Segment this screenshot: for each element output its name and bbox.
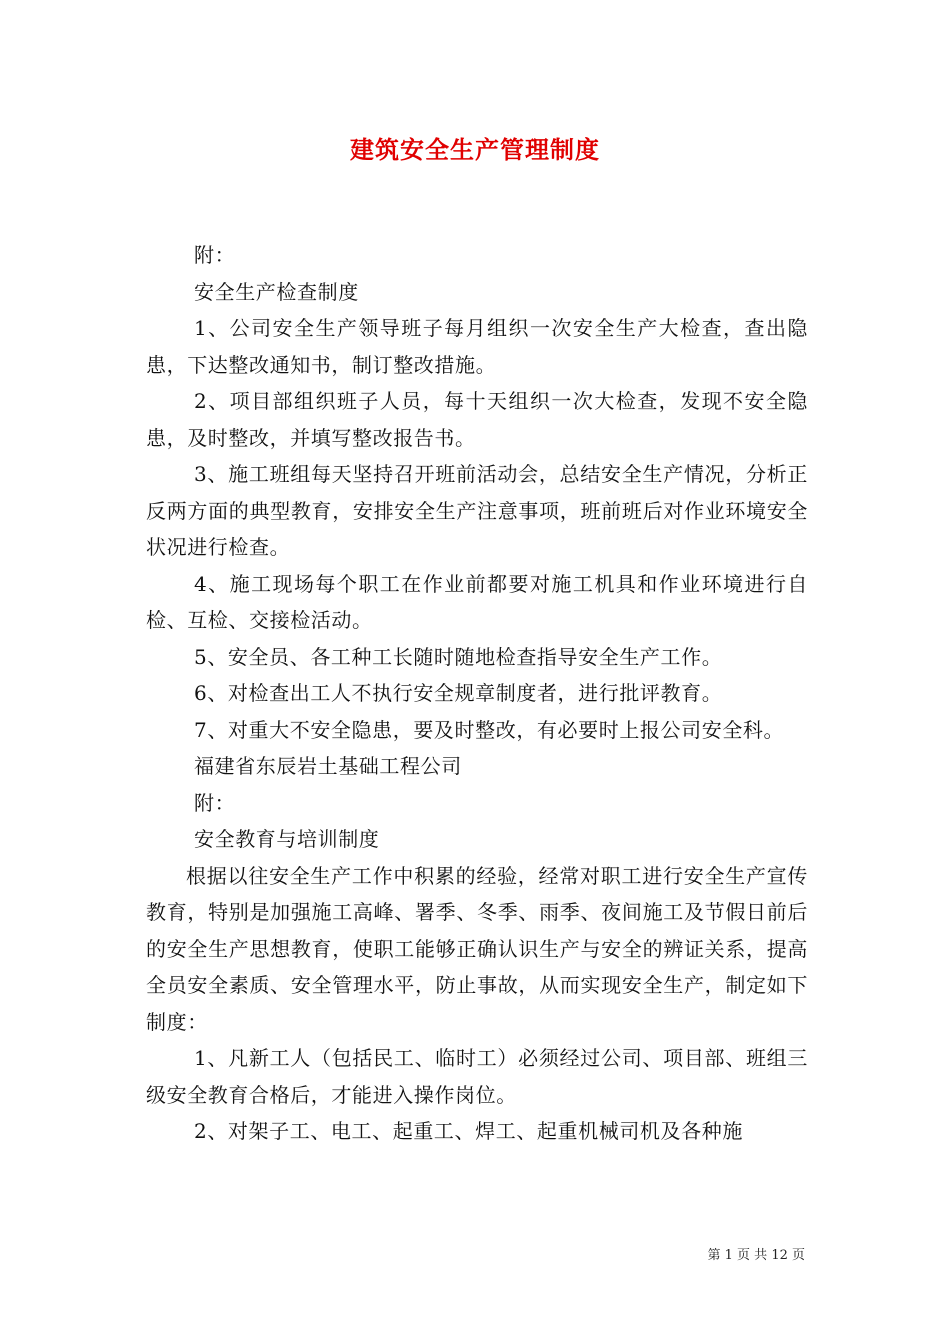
- section-heading-training: 安全教育与培训制度: [194, 827, 380, 851]
- paragraph-item: 4、施工现场每个职工在作业前都要对施工机具和作业环境进行自检、互检、交接检活动。: [146, 571, 808, 632]
- paragraph-item: 5、安全员、各工种工长随时随地检查指导安全生产工作。: [194, 644, 723, 669]
- company-name: 福建省东辰岩土基础工程公司: [194, 754, 462, 778]
- paragraph-intro: 根据以往安全生产工作中积累的经验，经常对职工进行安全生产宣传教育，特别是加强施工高峰、署季、冬季、雨季、夜间施工及节假日前后的安全生产思想教育，使职工能够正确认识生产与安全的辨证关系，提高全员安全素质、安全管理水平，防止事故，从而实现安全生产，制定如下制度：: [146, 863, 808, 1034]
- paragraph-attachment-label: 附：: [194, 790, 236, 815]
- paragraph-item: 3、施工班组每天坚持召开班前活动会，总结安全生产情况，分析正反两方面的典型教育，安排安全生产注意事项，班前班后对作业环境安全状况进行检查。: [146, 462, 808, 559]
- document-title: 建筑安全生产管理制度: [350, 135, 600, 164]
- paragraph-item: 1、公司安全生产领导班子每月组织一次安全生产大检查，查出隐患，下达整改通知书，制订整改措施。: [146, 316, 808, 377]
- paragraph-attachment-label: 附：: [194, 243, 236, 267]
- paragraph-item: 6、对检查出工人不执行安全规章制度者，进行批评教育。: [194, 681, 723, 705]
- paragraph-item: 2、项目部组织班子人员，每十天组织一次大检查，发现不安全隐患，及时整改，并填写整改报告书。: [146, 389, 808, 450]
- section-heading-inspection: 安全生产检查制度: [194, 279, 359, 304]
- document-body: [146, 237, 808, 1150]
- page-number: 第 1 页 共 12 页: [707, 1248, 805, 1263]
- paragraph-item: 7、对重大不安全隐患，要及时整改，有必要时上报公司安全科。: [194, 717, 785, 742]
- paragraph-item: 1、凡新工人（包括民工、临时工）必须经过公司、项目部、班组三级安全教育合格后，才能进入操作岗位。: [146, 1046, 808, 1107]
- paragraph-item: 2、对架子工、电工、起重工、焊工、起重机械司机及各种施: [194, 1119, 743, 1143]
